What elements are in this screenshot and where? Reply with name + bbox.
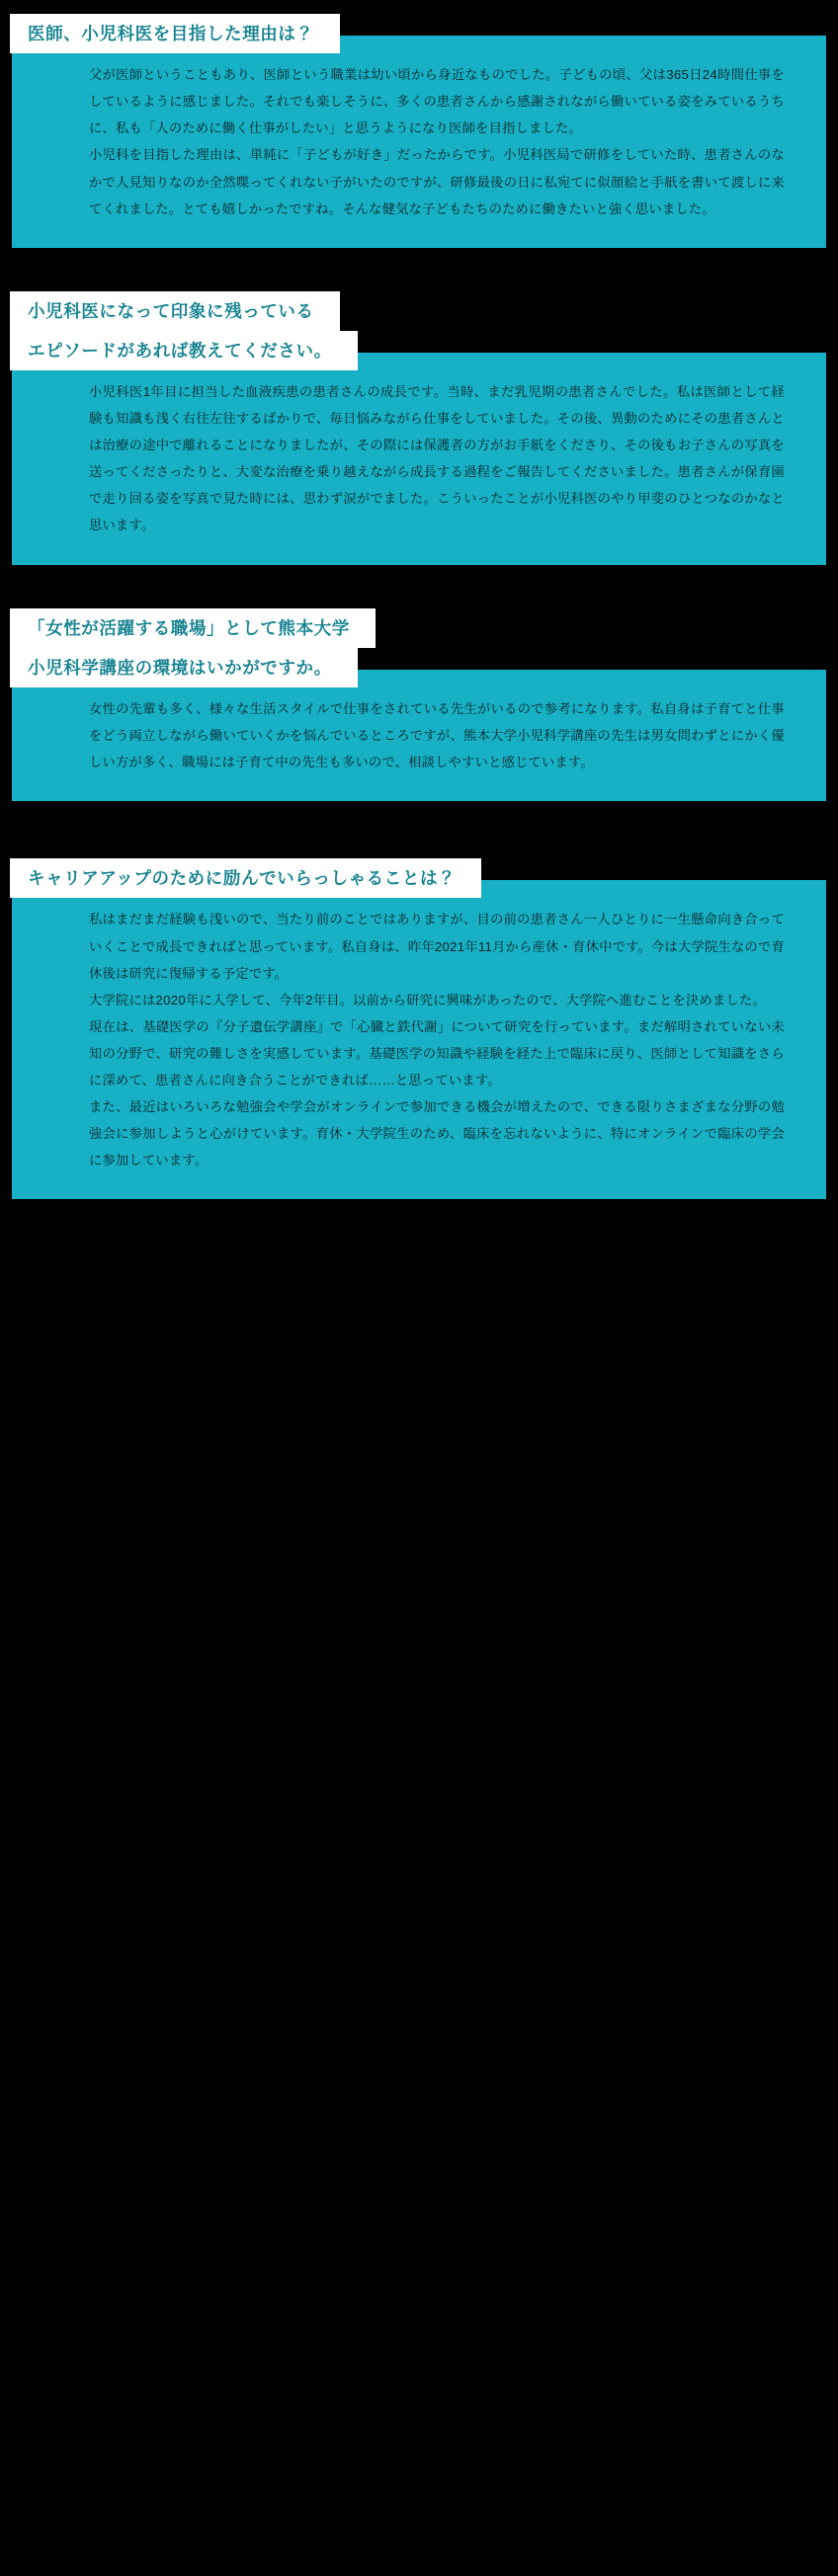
question-heading-4 <box>0 858 838 898</box>
answer-paragraph: 私はまだまだ経験も浅いので、当たり前のことではありますが、目の前の患者さん一人ひとりに一生懸命向き合っていくことで成長できればと思っています。私自身は、昨年2021年11月から産休・育休中です。今は大学院生なので育休後は研究に復帰する予定です。 <box>89 912 785 981</box>
answer-panel-2 <box>12 353 826 564</box>
answer-paragraph: 小児科を目指した理由は、単純に「子どもが好き」だったからです。小児科医局で研修をしていた時、患者さんのなかで人見知りなのか全然喋ってくれない子がいたのですが、研修最後の日に私宛てに似顔絵と手紙を書いて渡しに来てくれました。とても嬉しかったですね。そんな健気な子どもたちのために働きたいと強く思いました。 <box>89 147 785 216</box>
bottom-spacer <box>0 1199 838 1239</box>
question-line: 医師、小児科医を目指した理由は？ <box>10 14 340 53</box>
qa-block-2 <box>0 291 838 565</box>
question-line: 「女性が活躍する職場」として熊本大学 <box>10 608 376 648</box>
question-heading-2 <box>0 291 838 371</box>
answer-paragraph: 父が医師ということもあり、医師という職業は幼い頃から身近なものでした。子どもの頃、父は365日24時間仕事をしているように感じました。それでも楽しそうに、多くの患者さんから感謝されながら働いている姿をみているうちに、私も「人のために働く仕事がしたい」と思うようになり医師を目指しました。 <box>89 67 785 136</box>
block-spacer <box>0 565 838 608</box>
question-heading-1 <box>0 14 838 53</box>
block-spacer <box>0 248 838 291</box>
answer-paragraph: また、最近はいろいろな勉強会や学会がオンラインで参加できる機会が増えたので、できる限りさまざまな分野の勉強会に参加しようと心がけています。育休・大学院生のため、臨床を忘れないように、特にオンラインで臨床の学会に参加しています。 <box>89 1098 785 1167</box>
qa-block-4 <box>0 858 838 1199</box>
qa-block-3 <box>0 608 838 802</box>
question-line: エピソードがあれば教えてください。 <box>10 331 358 370</box>
answer-paragraph: 女性の先輩も多く、様々な生活スタイルで仕事をされている先生がいるので参考になります。私自身は子育てと仕事をどう両立しながら働いていくかを悩んでいるところですが、熊本大学小児科学講座の先生は男女問わずとにかく優しい方が多く、職場には子育て中の先生も多いので、相談しやすいと感じています。 <box>89 701 785 770</box>
answer-panel-1 <box>12 36 826 247</box>
question-line: 小児科医になって印象に残っている <box>10 291 340 331</box>
qa-block-1 <box>0 14 838 248</box>
question-line: キャリアアップのために励んでいらっしゃることは？ <box>10 858 481 898</box>
answer-paragraph: 大学院には2020年に入学して、今年2年目。以前から研究に興味があったので、大学院へ進むことを決めました。 <box>89 992 766 1007</box>
answer-panel-4 <box>12 880 826 1199</box>
block-spacer <box>0 801 838 858</box>
question-line: 小児科学講座の環境はいかがですか。 <box>10 648 358 687</box>
answer-panel-3 <box>12 670 826 801</box>
answer-paragraph: 小児科医1年目に担当した血液疾患の患者さんの成長です。当時、まだ乳児期の患者さんでした。私は医師として経験も知識も浅く右往左往するばかりで、毎日悩みながら仕事をしていました。その後、異動のためにその患者さんとは治療の途中で離れることになりましたが、その際には保護者の方がお手紙をくださり、その後もお子さんの写真を送ってくださったりと、大変な治療を乗り越えながら成長する過程をご報告してくださいました。患者さんが保育園で走り回る姿を写真で見た時には、思わず涙がでました。こういったことが小児科医のやり甲斐のひとつなのかなと思います。 <box>89 384 785 533</box>
top-spacer <box>0 0 838 14</box>
answer-paragraph: 現在は、基礎医学の『分子遺伝学講座』で「心臓と鉄代謝」について研究を行っています。まだ解明されていない未知の分野で、研究の難しさを実感しています。基礎医学の知識や経験を経た上で臨床に戻り、医師として知識をさらに深めて、患者さんに向き合うことができれば……と思っています。 <box>89 1018 785 1087</box>
question-heading-3 <box>0 608 838 688</box>
